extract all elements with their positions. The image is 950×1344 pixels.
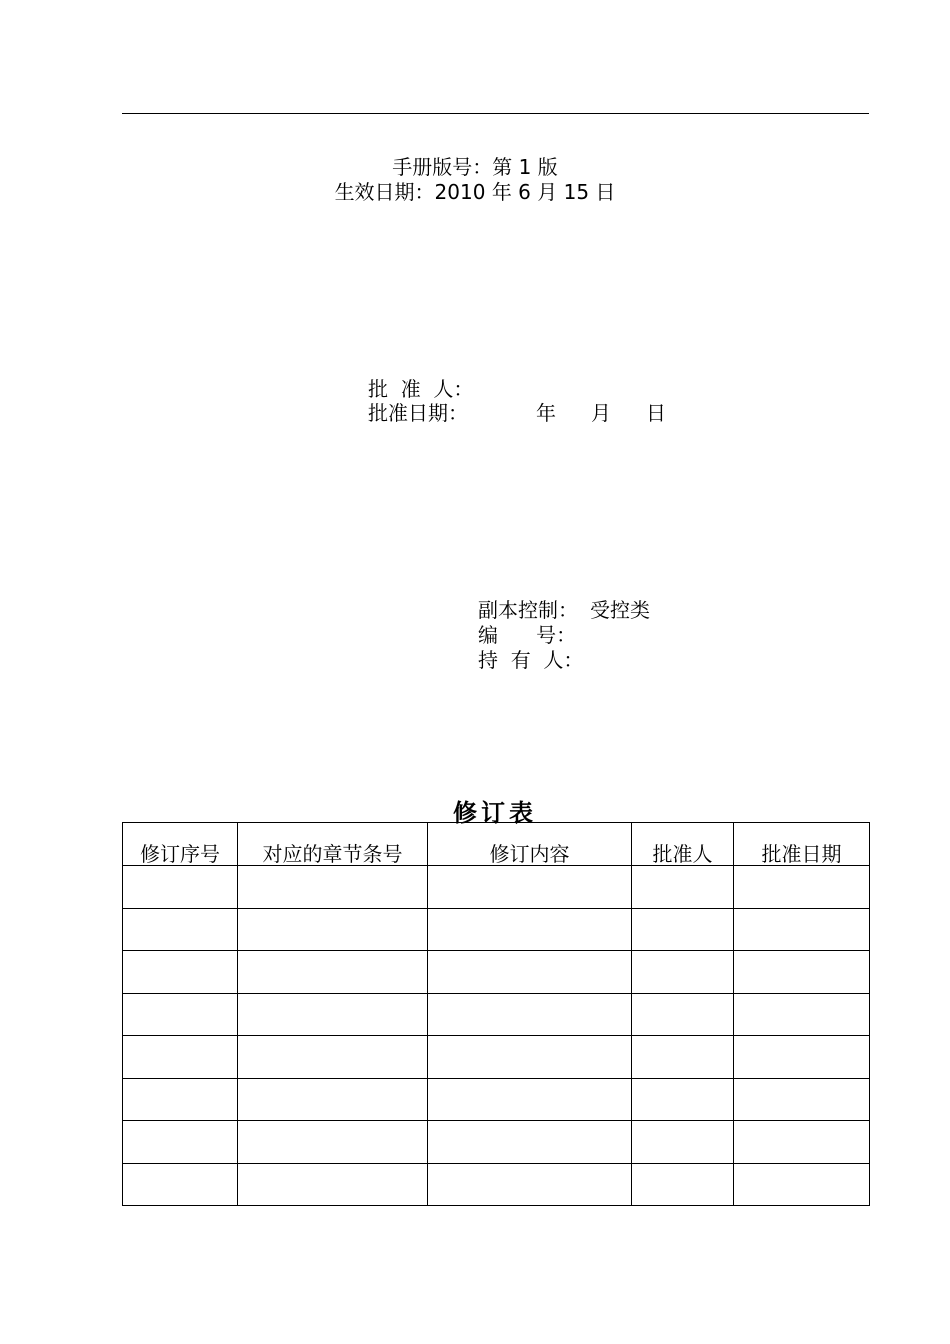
table-cell [734, 1163, 870, 1206]
table-cell [632, 951, 734, 994]
table-cell [123, 993, 238, 1036]
table-row [123, 951, 870, 994]
revision-table-header [123, 823, 870, 866]
table-cell [238, 993, 428, 1036]
approval-date-label: 批准日期： [368, 401, 468, 425]
table-cell [123, 951, 238, 994]
table-cell [123, 1078, 238, 1121]
table-cell [123, 1163, 238, 1206]
table-cell [734, 1036, 870, 1079]
table-cell [238, 866, 428, 909]
table-cell [734, 993, 870, 1036]
table-cell [238, 1078, 428, 1121]
table-cell [428, 951, 632, 994]
approval-date-fields [468, 401, 666, 425]
copy-control-label: 副本控制： [478, 598, 578, 622]
column-header: 批准人 [632, 823, 734, 866]
table-cell [238, 1036, 428, 1079]
table-row [123, 866, 870, 909]
table-cell [428, 1036, 632, 1079]
column-header: 修订内容 [428, 823, 632, 866]
copy-control-value: 受控类 [590, 598, 650, 622]
revision-table [122, 822, 870, 1206]
table-cell [123, 1121, 238, 1164]
column-header: 对应的章节条号 [238, 823, 428, 866]
table-cell [238, 1163, 428, 1206]
table-cell [123, 866, 238, 909]
table-cell [428, 908, 632, 951]
table-cell [734, 1078, 870, 1121]
table-cell [632, 1036, 734, 1079]
table-cell [428, 993, 632, 1036]
table-cell [632, 993, 734, 1036]
day-label: 日 [646, 401, 666, 425]
table-row [123, 908, 870, 951]
table-cell [428, 1078, 632, 1121]
column-header: 修订序号 [123, 823, 238, 866]
table-cell [734, 866, 870, 909]
table-cell [123, 908, 238, 951]
copy-number-label: 编 号： [478, 623, 577, 647]
table-row [123, 993, 870, 1036]
year-label: 年 [536, 401, 556, 425]
table-row [123, 1036, 870, 1079]
table-cell [734, 1121, 870, 1164]
table-cell [428, 1163, 632, 1206]
column-header: 批准日期 [734, 823, 870, 866]
copy-control-section [478, 598, 650, 673]
revision-table-title: 修订表 [453, 799, 537, 827]
table-cell [632, 866, 734, 909]
month-label: 月 [591, 401, 611, 425]
table-cell [734, 951, 870, 994]
approval-section [368, 377, 666, 425]
table-cell [632, 1163, 734, 1206]
effective-date: 生效日期：2010 年 6 月 15 日 [334, 180, 616, 204]
header-rule [122, 113, 869, 114]
manual-version: 手册版号：第 1 版 [392, 155, 558, 179]
copy-holder-label: 持 有 人： [478, 648, 584, 672]
table-cell [123, 1036, 238, 1079]
table-cell [632, 1078, 734, 1121]
table-cell [238, 908, 428, 951]
table-cell [238, 1121, 428, 1164]
table-cell [632, 908, 734, 951]
table-cell [632, 1121, 734, 1164]
table-cell [428, 1121, 632, 1164]
table-row [123, 1078, 870, 1121]
table-cell [428, 866, 632, 909]
table-cell [238, 951, 428, 994]
approver-label: 批 准 人： [368, 377, 474, 401]
table-row [123, 1121, 870, 1164]
table-cell [734, 908, 870, 951]
table-row [123, 1163, 870, 1206]
